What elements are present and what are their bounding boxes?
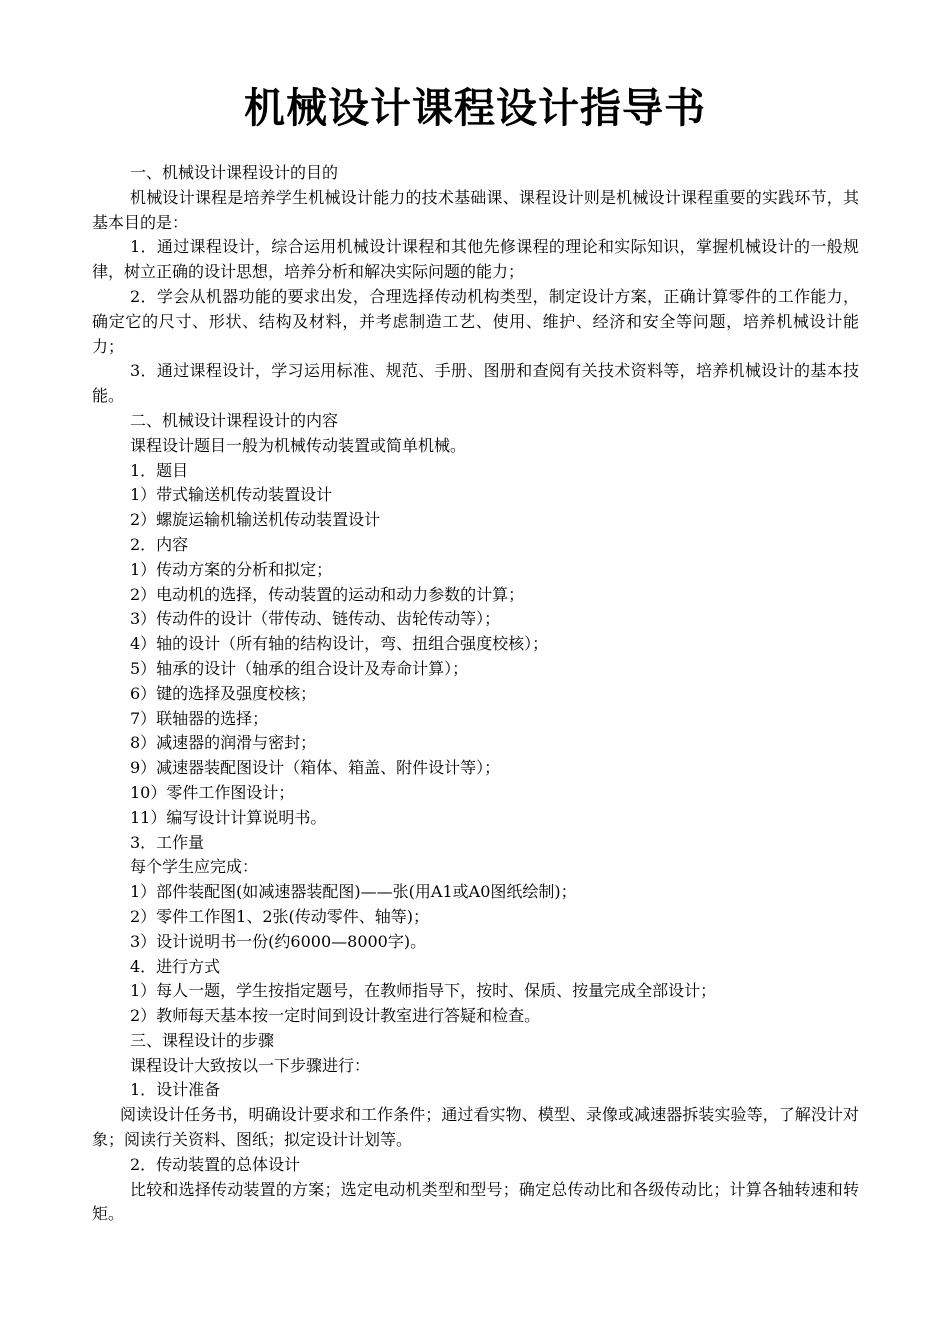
list-item: 2）电动机的选择，传动装置的运动和动力参数的计算； <box>130 584 525 604</box>
subsection-heading: 3．工作量 <box>130 832 205 852</box>
subsection-heading: 4．进行方式 <box>130 956 221 976</box>
list-item: 2）零件工作图1、2张(传动零件、轴等)； <box>130 906 430 926</box>
list-item: 1．通过课程设计，综合运用机械设计课程和其他先修课程的理论和实际知识，掌握机械设计的一般规律，树立正确的设计思想，培养分析和解决实际问题的能力； <box>92 237 859 282</box>
list-item: 1）部件装配图(如减速器装配图)——张(用A1或A0图纸绘制)； <box>130 882 577 902</box>
list-item: 2）螺旋运输机输送机传动装置设计 <box>130 510 381 530</box>
list-item: 10）零件工作图设计； <box>130 782 295 802</box>
section-heading: 一、机械设计课程设计的目的 <box>130 163 339 182</box>
list-item: 8）减速器的润滑与密封； <box>130 733 317 753</box>
document-title: 机械设计课程设计指导书 <box>244 84 706 132</box>
list-item: 1）每人一题，学生按指定题号，在教师指导下，按时、保质、按量完成全部设计； <box>130 981 717 1001</box>
list-item: 1）带式输送机传动装置设计 <box>130 485 333 505</box>
subsection-heading: 2．内容 <box>130 534 189 554</box>
list-item: 3）传动件的设计（带传动、链传动、齿轮传动等）； <box>130 609 501 629</box>
list-item: 1）传动方案的分析和拟定； <box>130 559 333 579</box>
list-item: 5）轴承的设计（轴承的组合设计及寿命计算）； <box>130 658 469 678</box>
subsection-heading: 1．设计准备 <box>130 1080 221 1100</box>
paragraph: 课程设计题目一般为机械传动装置或简单机械。 <box>130 435 467 455</box>
list-item: 9）减速器装配图设计（箱体、箱盖、附件设计等）； <box>130 758 501 778</box>
subsection-heading: 1．题目 <box>130 460 189 480</box>
section-heading: 三、课程设计的步骤 <box>130 1030 275 1050</box>
subsection-heading: 2．传动装置的总体设计 <box>130 1154 301 1174</box>
paragraph: 阅读设计任务书，明确设计要求和工作条件；通过看实物、模型、录像或减速器拆装实验等，了解没计对象；阅读行关资料、图纸；拟定设计计划等。 <box>92 1105 859 1150</box>
paragraph: 课程设计大致按以一下步骤进行： <box>130 1055 371 1075</box>
list-item: 11）编写设计计算说明书。 <box>130 807 327 827</box>
list-item: 3）设计说明书一份(约6000—8000字)。 <box>130 931 427 951</box>
list-item: 2）教师每天基本按一定时间到设计教室进行答疑和检查。 <box>130 1006 541 1026</box>
paragraph: 比较和选择传动装置的方案；选定电动机类型和型号；确定总传动比和各级传动比；计算各轴转速和转矩。 <box>92 1179 859 1224</box>
list-item: 4）轴的设计（所有轴的结构设计，弯、扭组合强度校核）； <box>130 634 549 654</box>
document-body <box>92 161 859 1227</box>
list-item: 3．通过课程设计，学习运用标准、规范、手册、图册和查阅有关技术资料等，培养机械设计的基本技能。 <box>92 361 859 406</box>
list-item: 2．学会从机器功能的要求出发，合理选择传动机构类型，制定设计方案，正确计算零件的工作能力，确定它的尺寸、形状、结构及材料，并考虑制造工艺、使用、维护、经济和安全等问题，培养机械设计能力； <box>92 286 859 356</box>
paragraph: 每个学生应完成： <box>130 857 259 877</box>
list-item: 6）键的选择及强度校核； <box>130 683 317 703</box>
list-item: 7）联轴器的选择； <box>130 708 269 728</box>
section-heading: 二、机械设计课程设计的内容 <box>130 410 339 430</box>
paragraph: 机械设计课程是培养学生机械设计能力的技术基础课、课程设计则是机械设计课程重要的实践环节，其基本目的是： <box>92 187 859 232</box>
